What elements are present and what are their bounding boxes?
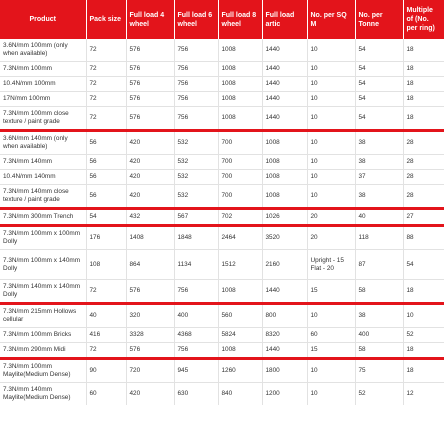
no-per-sq-m-cell: 10 (307, 304, 355, 328)
pack-size-cell: 56 (86, 131, 126, 155)
product-cell: 3.6N/mm 140mm (only when available) (0, 131, 86, 155)
full-load-4-wheel-cell: 420 (126, 185, 174, 209)
pack-size-cell: 72 (86, 62, 126, 77)
no-per-sq-m-cell: 15 (307, 280, 355, 304)
table-row (0, 250, 444, 280)
full-load-8-wheel-cell: 1512 (218, 250, 262, 280)
pack-size-cell: 56 (86, 185, 126, 209)
no-per-tonne-cell: 38 (355, 131, 403, 155)
no-per-sq-m-cell: 10 (307, 107, 355, 131)
product-cell: 10.4N/mm 140mm (0, 170, 86, 185)
full-load-8-wheel-cell: 1008 (218, 39, 262, 62)
full-load-artic-cell: 1440 (262, 62, 307, 77)
no-per-tonne-cell: 54 (355, 92, 403, 107)
full-load-6-wheel-cell: 1848 (174, 226, 218, 250)
pack-size-cell: 72 (86, 107, 126, 131)
no-per-tonne-cell: 40 (355, 209, 403, 226)
multiple-of-cell: 18 (403, 39, 444, 62)
full-load-4-wheel-cell: 320 (126, 304, 174, 328)
full-load-8-wheel-cell: 1008 (218, 107, 262, 131)
multiple-of-cell: 54 (403, 250, 444, 280)
pack-size-cell: 72 (86, 280, 126, 304)
no-per-tonne-cell: 54 (355, 39, 403, 62)
table-row (0, 328, 444, 343)
full-load-6-wheel-cell: 756 (174, 92, 218, 107)
no-per-sq-m-cell: 10 (307, 131, 355, 155)
no-per-tonne-cell: 54 (355, 62, 403, 77)
full-load-6-wheel-cell: 532 (174, 131, 218, 155)
full-load-artic-cell: 1026 (262, 209, 307, 226)
product-cell: 7.3N/mm 100mm close texture / paint grade (0, 107, 86, 131)
full-load-8-wheel-cell: 1260 (218, 359, 262, 383)
full-load-8-wheel-cell: 1008 (218, 62, 262, 77)
full-load-artic-cell: 1440 (262, 92, 307, 107)
table-row (0, 209, 444, 226)
no-per-sq-m-cell: 20 (307, 209, 355, 226)
full-load-6-wheel-cell: 532 (174, 170, 218, 185)
table-row (0, 77, 444, 92)
full-load-4-wheel-cell: 1408 (126, 226, 174, 250)
full-load-artic-cell: 800 (262, 304, 307, 328)
multiple-of-cell: 28 (403, 131, 444, 155)
full-load-4-wheel-cell: 420 (126, 170, 174, 185)
product-cell: 7.3N/mm 100mm (0, 62, 86, 77)
no-per-tonne-cell: 87 (355, 250, 403, 280)
full-load-8-wheel-cell: 2464 (218, 226, 262, 250)
multiple-of-cell: 18 (403, 77, 444, 92)
header-full-load-4-wheel: Full load 4 wheel (126, 0, 174, 39)
full-load-artic-cell: 1440 (262, 107, 307, 131)
full-load-8-wheel-cell: 702 (218, 209, 262, 226)
full-load-artic-cell: 1008 (262, 131, 307, 155)
multiple-of-cell: 52 (403, 328, 444, 343)
full-load-artic-cell: 1440 (262, 343, 307, 359)
no-per-tonne-cell: 54 (355, 107, 403, 131)
full-load-4-wheel-cell: 576 (126, 77, 174, 92)
multiple-of-cell: 28 (403, 185, 444, 209)
multiple-of-cell: 28 (403, 155, 444, 170)
full-load-6-wheel-cell: 630 (174, 383, 218, 406)
full-load-4-wheel-cell: 432 (126, 209, 174, 226)
table-body (0, 39, 444, 405)
multiple-of-cell: 18 (403, 107, 444, 131)
table-row (0, 359, 444, 383)
full-load-6-wheel-cell: 756 (174, 77, 218, 92)
full-load-8-wheel-cell: 700 (218, 185, 262, 209)
multiple-of-cell: 88 (403, 226, 444, 250)
no-per-tonne-cell: 118 (355, 226, 403, 250)
full-load-8-wheel-cell: 1008 (218, 343, 262, 359)
multiple-of-cell: 18 (403, 92, 444, 107)
table-row (0, 304, 444, 328)
full-load-4-wheel-cell: 576 (126, 92, 174, 107)
table-row (0, 185, 444, 209)
full-load-4-wheel-cell: 576 (126, 107, 174, 131)
pack-size-cell: 416 (86, 328, 126, 343)
no-per-sq-m-cell: 10 (307, 62, 355, 77)
full-load-artic-cell: 1008 (262, 170, 307, 185)
product-cell: 7.3N/mm 140mm close texture / paint grade (0, 185, 86, 209)
multiple-of-cell: 10 (403, 304, 444, 328)
full-load-8-wheel-cell: 5824 (218, 328, 262, 343)
product-cell: 17N/mm 100mm (0, 92, 86, 107)
full-load-4-wheel-cell: 576 (126, 39, 174, 62)
full-load-4-wheel-cell: 864 (126, 250, 174, 280)
full-load-6-wheel-cell: 4368 (174, 328, 218, 343)
no-per-tonne-cell: 52 (355, 383, 403, 406)
table-row (0, 92, 444, 107)
full-load-6-wheel-cell: 756 (174, 62, 218, 77)
header-full-load-8-wheel: Full load 8 wheel (218, 0, 262, 39)
full-load-4-wheel-cell: 3328 (126, 328, 174, 343)
multiple-of-cell: 18 (403, 343, 444, 359)
full-load-artic-cell: 1440 (262, 280, 307, 304)
full-load-6-wheel-cell: 756 (174, 280, 218, 304)
full-load-8-wheel-cell: 700 (218, 131, 262, 155)
full-load-artic-cell: 8320 (262, 328, 307, 343)
multiple-of-cell: 27 (403, 209, 444, 226)
product-cell: 3.6N/mm 100mm (only when available) (0, 39, 86, 62)
no-per-tonne-cell: 58 (355, 343, 403, 359)
product-cell: 7.3N/mm 140mm (0, 155, 86, 170)
no-per-sq-m-cell: 10 (307, 92, 355, 107)
full-load-6-wheel-cell: 532 (174, 155, 218, 170)
pack-size-cell: 90 (86, 359, 126, 383)
table-row (0, 39, 444, 62)
no-per-sq-m-cell: 10 (307, 155, 355, 170)
full-load-8-wheel-cell: 1008 (218, 77, 262, 92)
table-row (0, 280, 444, 304)
multiple-of-cell: 18 (403, 280, 444, 304)
full-load-8-wheel-cell: 1008 (218, 92, 262, 107)
table-row (0, 62, 444, 77)
table-row (0, 383, 444, 406)
full-load-6-wheel-cell: 532 (174, 185, 218, 209)
product-cell: 7.3N/mm 290mm Midi (0, 343, 86, 359)
full-load-8-wheel-cell: 840 (218, 383, 262, 406)
full-load-6-wheel-cell: 756 (174, 39, 218, 62)
no-per-tonne-cell: 75 (355, 359, 403, 383)
header-product: Product (0, 0, 86, 39)
full-load-4-wheel-cell: 576 (126, 280, 174, 304)
table-header-row (0, 0, 444, 39)
full-load-artic-cell: 1008 (262, 155, 307, 170)
table-row (0, 343, 444, 359)
table-row (0, 155, 444, 170)
pack-size-cell: 54 (86, 209, 126, 226)
full-load-6-wheel-cell: 1134 (174, 250, 218, 280)
no-per-tonne-cell: 54 (355, 77, 403, 92)
full-load-artic-cell: 3520 (262, 226, 307, 250)
no-per-sq-m-cell: 10 (307, 383, 355, 406)
product-cell: 7.3N/mm 140mm x 140mm Dolly (0, 280, 86, 304)
no-per-sq-m-cell: 10 (307, 77, 355, 92)
full-load-6-wheel-cell: 400 (174, 304, 218, 328)
pack-size-cell: 176 (86, 226, 126, 250)
no-per-sq-m-cell: 10 (307, 39, 355, 62)
product-cell: 7.3N/mm 100mm x 140mm Dolly (0, 250, 86, 280)
no-per-sq-m-cell: 10 (307, 170, 355, 185)
header-full-load-artic: Full load artic (262, 0, 307, 39)
table-row (0, 170, 444, 185)
pack-size-cell: 72 (86, 343, 126, 359)
header-multiple-of: Multiple of (No. per ring) (403, 0, 444, 39)
full-load-artic-cell: 1008 (262, 185, 307, 209)
multiple-of-cell: 18 (403, 62, 444, 77)
product-cell: 7.3N/mm 300mm Trench (0, 209, 86, 226)
pack-size-cell: 40 (86, 304, 126, 328)
no-per-sq-m-cell: Upright - 15 Flat - 20 (307, 250, 355, 280)
no-per-tonne-cell: 58 (355, 280, 403, 304)
no-per-sq-m-cell: 15 (307, 343, 355, 359)
product-cell: 7.3N/mm 140mm Maylite(Medium Dense) (0, 383, 86, 406)
full-load-4-wheel-cell: 420 (126, 155, 174, 170)
multiple-of-cell: 12 (406, 390, 414, 397)
no-per-sq-m-cell: 10 (307, 185, 355, 209)
table-row (0, 226, 444, 250)
header-full-load-6-wheel: Full load 6 wheel (174, 0, 218, 39)
full-load-8-wheel-cell: 700 (218, 170, 262, 185)
full-load-6-wheel-cell: 567 (174, 209, 218, 226)
no-per-tonne-cell: 38 (355, 304, 403, 328)
full-load-8-wheel-cell: 560 (218, 304, 262, 328)
full-load-artic-cell: 1440 (262, 77, 307, 92)
product-cell: 7.3N/mm 100mm x 100mm Dolly (0, 226, 86, 250)
full-load-4-wheel-cell: 420 (126, 131, 174, 155)
no-per-tonne-cell: 38 (355, 155, 403, 170)
no-per-tonne-cell: 37 (355, 170, 403, 185)
pack-size-cell: 60 (86, 383, 126, 406)
full-load-4-wheel-cell: 720 (126, 359, 174, 383)
pack-size-cell: 72 (86, 39, 126, 62)
pack-size-cell: 56 (86, 155, 126, 170)
no-per-sq-m-cell: 60 (307, 328, 355, 343)
full-load-artic-cell: 2160 (262, 250, 307, 280)
full-load-6-wheel-cell: 756 (174, 107, 218, 131)
no-per-tonne-cell: 400 (355, 328, 403, 343)
header-no-per-sq-m: No. per SQ M (307, 0, 355, 39)
full-load-artic-cell: 1800 (262, 359, 307, 383)
full-load-4-wheel-cell: 576 (126, 343, 174, 359)
table-row (0, 131, 444, 155)
pack-size-cell: 108 (86, 250, 126, 280)
product-cell: 7.3N/mm 100mm Bricks (0, 328, 86, 343)
full-load-4-wheel-cell: 576 (126, 62, 174, 77)
no-per-tonne-cell: 38 (355, 185, 403, 209)
full-load-artic-cell: 1200 (262, 383, 307, 406)
full-load-8-wheel-cell: 1008 (218, 280, 262, 304)
pack-size-cell: 72 (86, 92, 126, 107)
header-no-per-tonne: No. per Tonne (355, 0, 403, 39)
pack-size-cell: 56 (86, 170, 126, 185)
full-load-6-wheel-cell: 945 (174, 359, 218, 383)
full-load-6-wheel-cell: 756 (174, 343, 218, 359)
product-cell: 7.3N/mm 215mm Hollows cellular (0, 304, 86, 328)
no-per-sq-m-cell: 20 (307, 226, 355, 250)
table-row (0, 107, 444, 131)
header-pack-size: Pack size (86, 0, 126, 39)
multiple-of-cell: 18 (403, 359, 444, 383)
multiple-of-cell: 28 (403, 170, 444, 185)
full-load-8-wheel-cell: 700 (218, 155, 262, 170)
full-load-4-wheel-cell: 420 (126, 383, 174, 406)
pack-size-cell: 72 (86, 77, 126, 92)
no-per-sq-m-cell: 10 (307, 359, 355, 383)
product-cell: 10.4N/mm 100mm (0, 77, 86, 92)
full-load-artic-cell: 1440 (262, 39, 307, 62)
product-cell: 7.3N/mm 100mm Maylite(Medium Dense) (0, 359, 86, 383)
